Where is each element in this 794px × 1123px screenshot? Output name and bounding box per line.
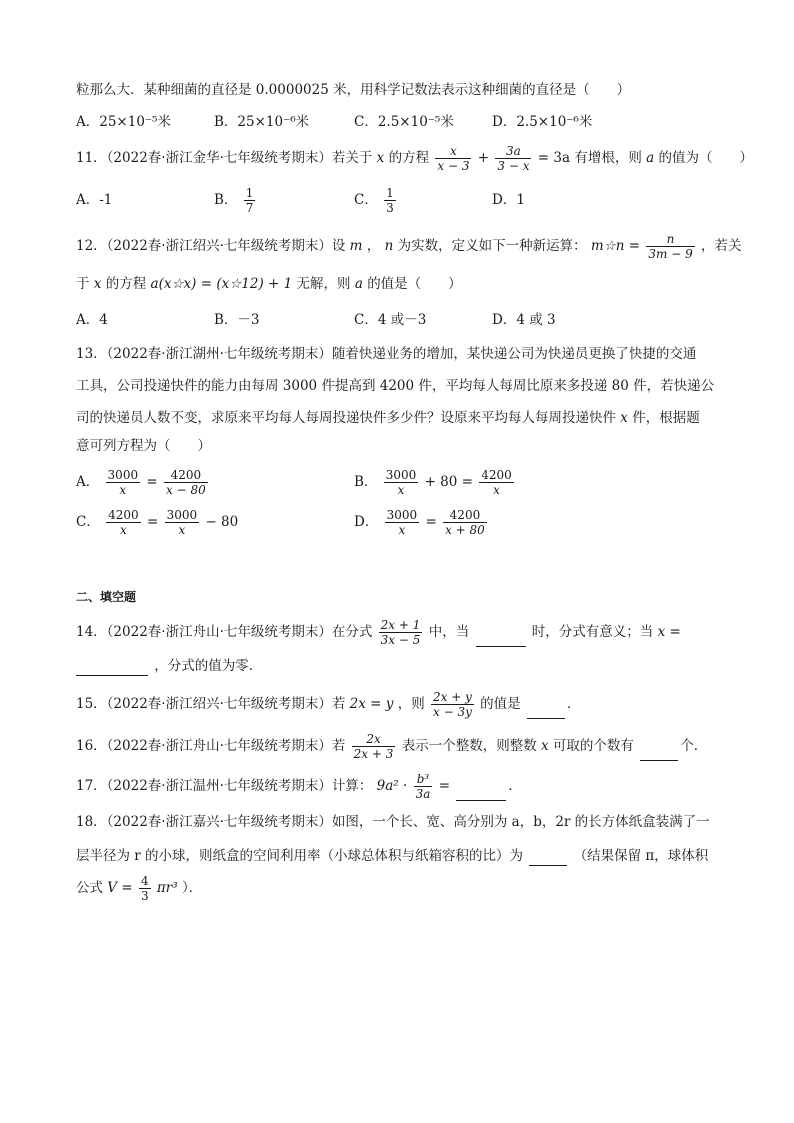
q13-d-f2-num: 4200 (449, 508, 481, 522)
q13-option-c (76, 508, 238, 537)
q12-option-c: C．4 或－3 (354, 312, 427, 328)
q13-d-op: = (425, 514, 437, 530)
q18-line-3 (76, 874, 202, 903)
q16-suffix: 可取的个数有 (552, 738, 634, 754)
q11-optc-den: 3 (386, 201, 394, 215)
q12-prefix: 12．（2022春·浙江绍兴·七年级统考期末）设 (76, 238, 346, 254)
q13-b-f1-den: x (397, 483, 405, 497)
q13-option-a (76, 468, 210, 497)
q17-eq: = (438, 778, 451, 794)
q18-l2-suffix: （结果保留 π，球体积 (573, 848, 709, 864)
q13-b-f2-num: 4200 (481, 468, 512, 482)
q13-line-4: 意可列方程为（ ） (76, 438, 211, 454)
q10-option-a: A．25×10⁻⁵米 (76, 114, 171, 130)
q13-line-1: 13．（2022春·浙江湖州·七年级统考期末）随着快递业务的增加，某快递公司为快递员更换了快捷的交通 (76, 346, 697, 362)
q15-num: 2x + y (433, 690, 472, 704)
q14-mid: 中，当 (428, 624, 470, 640)
q11-option-a: A．-1 (76, 192, 113, 208)
q11-option-b-fraction (244, 186, 256, 215)
q13-a-op: = (146, 474, 158, 490)
q17-line (76, 772, 522, 801)
q13-a-f1-den: x (119, 483, 127, 497)
q13-line-2: 工具，公司投递快件的能力由每周 3000 件提高到 4200 件，平均每人每周比原来多投递 80 件，若快递公 (76, 378, 715, 394)
q16-num: 2x (366, 732, 381, 746)
q13-d-f1-den: x (398, 523, 406, 537)
q17-den: 3a (415, 787, 431, 801)
q13-d-f1-num: 3000 (386, 508, 418, 522)
q15-end: ． (566, 696, 581, 712)
q11-f1-den: x − 3 (437, 159, 470, 173)
q11-optb-den: 7 (245, 201, 254, 215)
q17-blank[interactable] (456, 784, 506, 801)
q17-num: b³ (416, 772, 430, 786)
q12-var-x: x (93, 276, 102, 292)
q13-d-fraction-1 (385, 508, 420, 537)
q12-l2-suffix: 的值是（ ） (367, 276, 462, 292)
q11-var-a: a (646, 150, 655, 166)
q18-blank[interactable] (529, 849, 567, 866)
q12-def-fraction (646, 232, 694, 261)
q11-stem (76, 144, 753, 173)
q14-fraction (379, 618, 423, 647)
q18-line-1: 18．（2022春·浙江嘉兴·七年级统考期末）如图，一个长、宽、高分别为 a，b，2r 的长方体纸盒装满了一 (76, 814, 710, 830)
q11-option-b (214, 186, 257, 215)
q11-f2-den: 3 − x (497, 159, 530, 173)
q13-a-f2-num: 4200 (170, 468, 202, 482)
q13-a-label: A． (76, 474, 100, 490)
q11-fraction-2 (495, 144, 531, 173)
q12-l2-mid2: 无解，则 (296, 276, 351, 292)
q12-mid: 为实数，定义如下一种新运算： (397, 238, 587, 254)
q16-prefix: 16．（2022春·浙江舟山·七年级统考期末）若 (76, 738, 346, 754)
q10-text: 粒那么大．某种细菌的直径是 0.0000025 米，用科学记数法表示这种细菌的直径是（ ） (76, 82, 631, 98)
q15-line (76, 690, 580, 719)
q13-a-fraction-2 (164, 468, 208, 497)
q13-c-tail: − 80 (205, 514, 239, 530)
q18-fraction (139, 874, 151, 903)
q18-num: 4 (140, 874, 149, 888)
q11-f2-num: 3a (506, 144, 521, 158)
q12-comma: ， (366, 238, 381, 254)
section-title-fill-in: 二、填空题 (76, 590, 137, 604)
q12-option-b: B．－3 (214, 312, 260, 328)
q11-plus: + (477, 150, 490, 166)
q12-def-num: n (666, 232, 675, 246)
q13-var-x: x (620, 410, 628, 426)
q13-b-f1-num: 3000 (385, 468, 417, 482)
q13-d-fraction-2 (443, 508, 487, 537)
q13-a-f1-num: 3000 (107, 468, 139, 482)
q16-mid: 表示一个整数，则整数 (401, 738, 537, 754)
q13-c-f1-num: 4200 (108, 508, 139, 522)
q17-expr: 9a² · (376, 778, 408, 794)
q13-b-fraction-1 (384, 468, 419, 497)
q18-formula-tail: πr³ (156, 880, 178, 896)
q13-a-f2-den: x − 80 (166, 483, 206, 497)
q11-optb-num: 1 (245, 186, 254, 200)
q14-prefix: 14．（2022春·浙江舟山·七年级统考期末）在分式 (76, 624, 373, 640)
q11-option-c-fraction (384, 186, 396, 215)
q11-option-c-label: C． (354, 192, 378, 208)
q11-mid: 的方程 (388, 150, 430, 166)
q13-b-op: + 80 = (424, 474, 473, 490)
q12-option-a: A．4 (76, 312, 108, 328)
q14-l2-suffix: ，分式的值为零． (154, 658, 263, 674)
q11-prefix: 11．（2022春·浙江金华·七年级统考期末）若关于 (76, 150, 373, 166)
q10-option-d: D．2.5×10⁻⁶米 (492, 114, 593, 130)
q12-var-n: n (384, 238, 394, 254)
q16-var-x: x (541, 738, 549, 754)
q12-suffix: ，若关 (701, 238, 742, 254)
q11-eq: = 3a 有增根，则 (537, 150, 642, 166)
q15-mid: ，则 (397, 696, 425, 712)
q13-d-f2-den: x + 80 (445, 523, 485, 537)
q13-option-d (354, 508, 489, 537)
q11-option-d: D．1 (492, 192, 525, 208)
q13-option-b (354, 468, 516, 497)
q14-mid2: 时，分式有意义；当 (531, 624, 654, 640)
q16-fraction (352, 732, 396, 761)
q11-option-c (354, 186, 398, 215)
q12-line-2 (76, 274, 462, 294)
q10-option-b: B．25×10⁻⁶米 (214, 114, 310, 130)
q18-line-2 (76, 846, 708, 866)
q11-optc-num: 1 (386, 186, 394, 200)
q13-c-op: = (146, 514, 159, 530)
q11-fraction-1 (435, 144, 471, 173)
q18-l3-prefix: 公式 (76, 880, 103, 896)
q11-f1-num: x (450, 144, 457, 158)
q13-b-label: B． (354, 474, 378, 490)
q16-den: 2x + 3 (353, 747, 394, 761)
q11-var-x: x (376, 150, 385, 166)
q12-l2-mid: 的方程 (105, 276, 147, 292)
q17-prefix: 17．（2022春·浙江温州·七年级统考期末）计算： (76, 778, 373, 794)
q12-def-den: 3m − 9 (648, 247, 693, 261)
q17-end: ． (508, 778, 522, 794)
q15-blank[interactable] (527, 702, 565, 719)
q14-blank-1[interactable] (476, 630, 526, 647)
q13-c-fraction-2 (165, 508, 200, 537)
q12-equation: a(x☆x) = (x☆12) + 1 (150, 276, 293, 292)
q14-den: 3x − 5 (380, 633, 421, 647)
q12-l2-prefix: 于 (76, 276, 90, 292)
q13-b-f2-den: x (493, 483, 500, 497)
q18-l2-prefix: 层半径为 r 的小球，则纸盒的空间利用率（小球总体积与纸箱容积的比）为 (76, 848, 524, 864)
q15-fraction (431, 690, 474, 719)
q12-def: m☆n = (590, 238, 641, 254)
q13-d-label: D． (354, 514, 379, 530)
q16-line (76, 732, 707, 761)
q12-option-d: D．4 或 3 (492, 312, 556, 328)
q13-line-3 (76, 408, 700, 428)
q15-suffix: 的值是 (480, 696, 521, 712)
q13-c-fraction-1 (106, 508, 141, 537)
q12-var-m: m (349, 238, 363, 254)
q15-den: x − 3y (433, 705, 472, 719)
q16-blank[interactable] (640, 744, 678, 761)
q13-c-f1-den: x (120, 523, 127, 537)
q16-end: 个． (680, 738, 708, 754)
q13-l3-suffix: 件，根据题 (632, 410, 700, 426)
q11-suffix: 的值为（ ） (658, 150, 753, 166)
q13-c-f2-den: x (178, 523, 186, 537)
q13-c-f2-num: 3000 (166, 508, 198, 522)
q10-option-c: C．2.5×10⁻⁵米 (354, 114, 454, 130)
q13-l3-prefix: 司的快递员人数不变，求原来平均每人每周投递快件多少件？设原来平均每人每周投递快件 (76, 410, 616, 426)
q18-l3-end: ）． (181, 880, 203, 896)
q15-prefix: 15．（2022春·浙江绍兴·七年级统考期末）若 (76, 696, 346, 712)
q12-line-1 (76, 232, 742, 261)
q17-fraction (414, 772, 433, 801)
q14-eq: = (669, 624, 681, 640)
q11-option-b-label: B． (214, 192, 238, 208)
q15-condition: 2x = y (349, 696, 394, 712)
q13-c-label: C． (76, 514, 100, 530)
q14-line-2 (76, 656, 262, 676)
q14-var-x: x (657, 624, 666, 640)
q14-blank-2[interactable] (76, 659, 148, 676)
q12-var-a: a (354, 276, 363, 292)
q18-formula-v: V = (107, 880, 133, 896)
q14-num: 2x + 1 (380, 618, 421, 632)
q13-b-fraction-2 (479, 468, 514, 497)
q14-line-1 (76, 618, 681, 647)
q18-den: 3 (140, 889, 149, 903)
q13-a-fraction-1 (106, 468, 141, 497)
